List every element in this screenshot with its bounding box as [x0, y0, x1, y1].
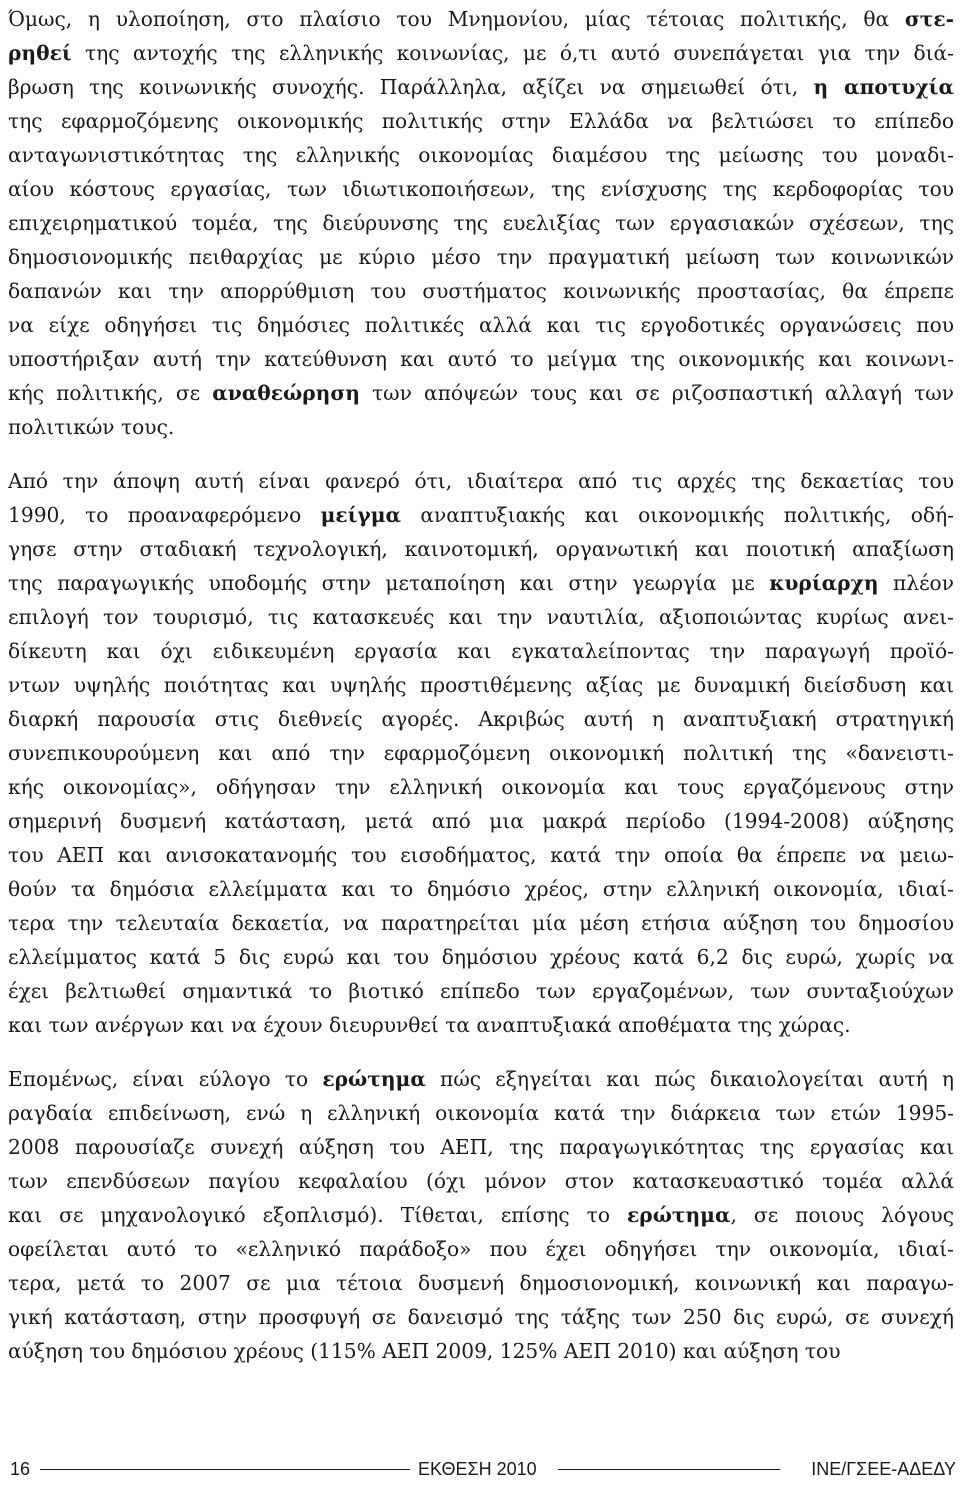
line-text: αύξηση του δημόσιου χρέους (115% ΑΕΠ 2009, 125% ΑΕΠ 2010) και αύξηση του — [8, 1339, 841, 1363]
text-line — [8, 240, 954, 274]
emphasis-text: ερώτημα — [322, 1067, 426, 1091]
line-text: ανταγωνιστικότητας της ελληνικής οικονομίας διαμέσου της μείωσης του μοναδι- — [8, 143, 954, 167]
line-text: θούν τα δημόσια ελλείμματα και το δημόσιο χρέος, στην ελληνική οικονομία, ιδιαί- — [8, 877, 954, 901]
line-text: διαρκή παρουσία στις διεθνείς αγορές. Ακριβώς αυτή η αναπτυξιακή στρατηγική — [8, 707, 954, 731]
line-text: ελλείμματος κατά 5 δις ευρώ και του δημόσιου χρέους κατά 6,2 δις ευρώ, χωρίς να — [8, 945, 954, 969]
line-text: και των ανέργων και να έχουν διευρυνθεί τα αναπτυξιακά αποθέματα της χώρας. — [8, 1013, 851, 1037]
line-text: κής οικονομίας», οδήγησαν την ελληνική οικονομία και τους εργαζόμενους στην — [8, 775, 954, 799]
paragraph-1 — [8, 2, 954, 444]
organization-name: ΙΝΕ/ΓΣΕΕ-ΑΔΕΔΥ — [811, 1459, 956, 1479]
paragraph-3 — [8, 1062, 954, 1368]
emphasis-text: μείγμα — [320, 503, 402, 527]
text-line — [8, 1008, 954, 1042]
line-text: επιχειρηματικού τομέα, της διεύρυνσης της ευελιξίας των εργασιακών σχέσεων, της — [8, 211, 954, 235]
line-text: , σε ποιους λόγους — [730, 1203, 954, 1227]
emphasis-text: κυρίαρχη — [769, 571, 879, 595]
text-line — [8, 566, 954, 600]
line-text: αναπτυξιακής και οικονομικής πολιτικής, οδή- — [401, 503, 954, 527]
emphasis-text: ρηθεί — [8, 41, 72, 65]
text-line — [8, 532, 954, 566]
text-line — [8, 736, 954, 770]
text-line — [8, 1232, 954, 1266]
text-line — [8, 36, 954, 70]
line-text: Όμως, η υλοποίηση, στο πλαίσιο του Μνημονίου, μίας τέτοιας πολιτικής, θα — [8, 7, 905, 31]
footer-rule-left — [40, 1469, 410, 1470]
emphasis-text: ερώτημα — [627, 1203, 731, 1227]
text-line — [8, 872, 954, 906]
text-line — [8, 804, 954, 838]
line-text: της εφαρμοζόμενης οικονομικής πολιτικής στην Ελλάδα να βελτιώσει το επίπεδο — [8, 109, 954, 133]
text-line — [8, 634, 954, 668]
line-text: οφείλεται αυτό το «ελληνικό παράδοξο» που έχει οδηγήσει την οικονομία, ιδιαί- — [8, 1237, 954, 1261]
text-line — [8, 342, 954, 376]
text-line — [8, 1334, 954, 1368]
line-text: τερα την τελευταία δεκαετία, να παρατηρείται μία μέση ετήσια αύξηση του δημοσίου — [8, 911, 954, 935]
line-text: κής πολιτικής, σε — [8, 381, 213, 405]
footer-rule-right — [558, 1469, 780, 1470]
line-text: ραγδαία επιδείνωση, ενώ η ελληνική οικονομία κατά την διάρκεια των ετών 1995- — [8, 1101, 954, 1125]
line-text: γησε στην σταδιακή τεχνολογική, καινοτομική, οργανωτική και ποιοτική απαξίωση — [8, 537, 954, 561]
line-text: των επενδύσεων παγίου κεφαλαίου (όχι μόνον στον κατασκευαστικό τομέα αλλά — [8, 1169, 954, 1193]
text-line — [8, 104, 954, 138]
text-line — [8, 206, 954, 240]
line-text: δαπανών και την απορρύθμιση του συστήματος κοινωνικής προστασίας, θα έπρεπε — [8, 279, 954, 303]
line-text: έχει βελτιωθεί σημαντικά το βιοτικό επίπεδο των εργαζομένων, των συνταξιούχων — [8, 979, 954, 1003]
text-line — [8, 464, 954, 498]
line-text: ντων υψηλής ποιότητας και υψηλής προστιθέμενης αξίας με δυναμική διείσδυση και — [8, 673, 954, 697]
text-line — [8, 974, 954, 1008]
emphasis-text: στε- — [904, 7, 954, 31]
text-line — [8, 308, 954, 342]
emphasis-text: αναθεώρηση — [212, 381, 360, 405]
line-text: γική κατάσταση, στην προσφυγή σε δανεισμό της τάξης των 250 δις ευρώ, σε συνεχή — [8, 1305, 954, 1329]
line-text: της παραγωγικής υποδομής στην μεταποίηση και στην γεωργία με — [8, 571, 770, 595]
line-text: των απόψεών τους και σε ριζοσπαστική αλλαγή των — [359, 381, 954, 405]
line-text: 1990, το προαναφερόμενο — [8, 503, 321, 527]
text-line — [8, 770, 954, 804]
text-line — [8, 702, 954, 736]
text-line — [8, 1164, 954, 1198]
text-line — [8, 906, 954, 940]
text-line — [8, 138, 954, 172]
line-text: Από την άποψη αυτή είναι φανερό ότι, ιδιαίτερα από τις αρχές της δεκαετίας του — [8, 469, 954, 493]
line-text: δημοσιονομικής πειθαρχίας με κύριο μέσο την πραγματική μείωση των κοινωνικών — [8, 245, 954, 269]
line-text: 2008 παρουσίαζε συνεχή αύξηση του ΑΕΠ, της παραγωγικότητας της εργασίας και — [8, 1135, 954, 1159]
line-text: αίου κόστους εργασίας, των ιδιωτικοποιήσεων, της ενίσχυσης της κερδοφορίας του — [8, 177, 954, 201]
line-text: τερα, μετά το 2007 σε μια τέτοια δυσμενή δημοσιονομική, κοινωνική και παραγω- — [8, 1271, 954, 1295]
text-line — [8, 172, 954, 206]
line-text: και σε μηχανολογικό εξοπλισμό). Τίθεται, επίσης το — [8, 1203, 627, 1227]
line-text: πώς εξηγείται και πώς δικαιολογείται αυτή η — [425, 1067, 954, 1091]
text-line — [8, 668, 954, 702]
line-text: σημερινή δυσμενή κατάσταση, μετά από μια μακρά περίοδο (1994-2008) αύξησης — [8, 809, 954, 833]
line-text: του ΑΕΠ και ανισοκατανομής του εισοδήματος, κατά την οποία θα έπρεπε να μειω- — [8, 843, 954, 867]
report-title: ΕΚΘΕΣΗ 2010 — [418, 1459, 537, 1479]
line-text: της αντοχής της ελληνικής κοινωνίας, με ό,τι αυτό συνεπάγεται για την διά- — [71, 41, 954, 65]
line-text: βρωση της κοινωνικής συνοχής. Παράλληλα, αξίζει να σημειωθεί ότι, — [8, 75, 814, 99]
text-line — [8, 498, 954, 532]
line-text: πολιτικών τους. — [8, 415, 175, 439]
line-text: επιλογή τον τουρισμό, τις κατασκευές και την ναυτιλία, αξιοποιώντας κυρίως ανει- — [8, 605, 954, 629]
paragraph-gap — [8, 1042, 954, 1062]
text-line — [8, 1266, 954, 1300]
text-line — [8, 940, 954, 974]
page-footer — [0, 1447, 960, 1487]
paragraph-2 — [8, 464, 954, 1042]
line-text: να είχε οδηγήσει τις δημόσιες πολιτικές αλλά και τις εργοδοτικές οργανώσεις που — [8, 313, 954, 337]
text-line — [8, 1300, 954, 1334]
line-text: υποστήριξαν αυτή την κατεύθυνση και αυτό το μείγμα της οικονομικής και κοινωνι- — [8, 347, 954, 371]
text-line — [8, 1062, 954, 1096]
text-line — [8, 1096, 954, 1130]
line-text: συνεπικουρούμενη και από την εφαρμοζόμενη οικονομική πολιτική της «δανειστι- — [8, 741, 954, 765]
text-line — [8, 376, 954, 410]
line-text: δίκευτη και όχι ειδικευμένη εργασία και εγκαταλείποντας την παραγωγή προϊό- — [8, 639, 954, 663]
document-body — [8, 2, 954, 1368]
text-line — [8, 838, 954, 872]
line-text: Επομένως, είναι εύλογο το — [8, 1067, 323, 1091]
text-line — [8, 600, 954, 634]
text-line — [8, 70, 954, 104]
text-line — [8, 1198, 954, 1232]
emphasis-text: η αποτυχία — [813, 75, 954, 99]
text-line — [8, 274, 954, 308]
page-number: 16 — [10, 1459, 31, 1479]
paragraph-gap — [8, 444, 954, 464]
text-line — [8, 2, 954, 36]
text-line — [8, 410, 954, 444]
text-line — [8, 1130, 954, 1164]
line-text: πλέον — [878, 571, 954, 595]
